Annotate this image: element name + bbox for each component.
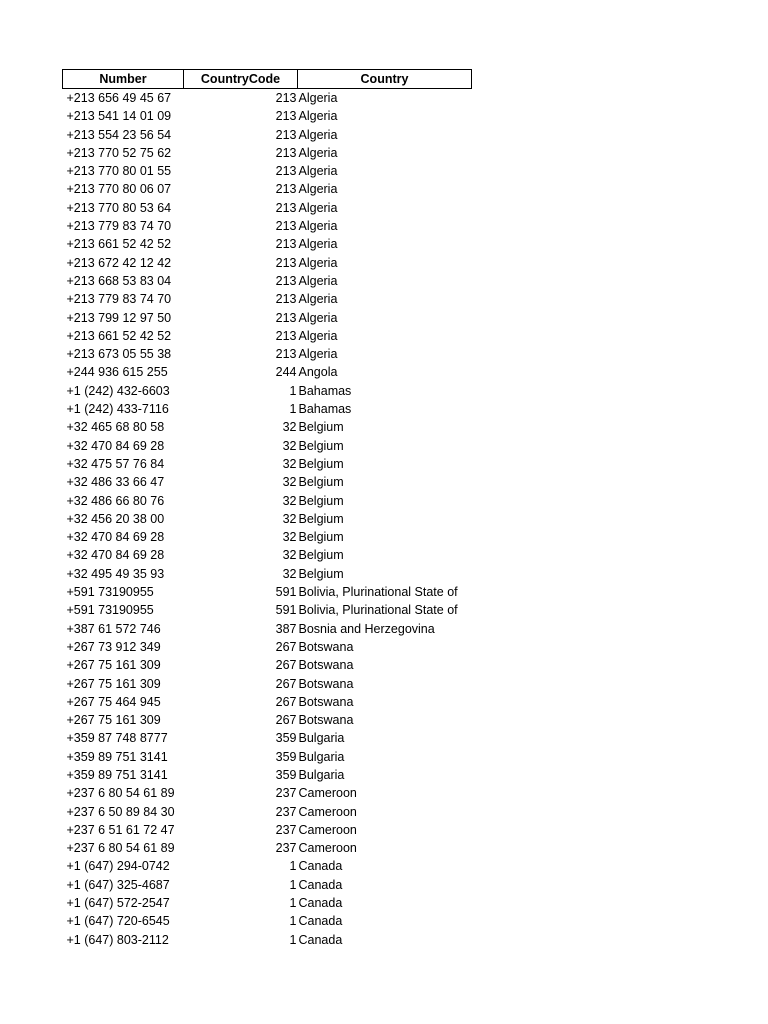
cell-number: +591 73190955: [66, 585, 154, 600]
cell-country: Cameroon: [298, 786, 357, 801]
table-row: [63, 601, 472, 619]
cell-country: Cameroon: [298, 822, 357, 837]
cell-country-code: 1: [289, 914, 297, 929]
cell-number: +1 (647) 325-4687: [66, 877, 170, 892]
cell-country: Algeria: [298, 255, 338, 270]
cell-country-code: 213: [275, 200, 297, 215]
cell-country-code: 213: [275, 328, 297, 343]
table-row: [63, 711, 472, 729]
table-row: [63, 656, 472, 674]
table-row: [63, 126, 472, 144]
cell-country: Belgium: [298, 566, 344, 581]
cell-country: Cameroon: [298, 804, 357, 819]
table-row: [63, 199, 472, 217]
cell-country: Bahamas: [298, 402, 352, 417]
column-header-country: Country: [298, 70, 472, 89]
table-row: [63, 821, 472, 839]
cell-country: Belgium: [298, 420, 344, 435]
cell-country: Canada: [298, 914, 343, 929]
cell-number: +213 779 83 74 70: [66, 292, 172, 307]
cell-country: Botswana: [298, 694, 354, 709]
table-row: [63, 675, 472, 693]
cell-country-code: 267: [275, 713, 297, 728]
table-header: [63, 70, 472, 89]
table-row: [63, 784, 472, 802]
cell-number: +1 (647) 572-2547: [66, 896, 170, 911]
cell-country-code: 32: [282, 530, 297, 545]
cell-number: +213 668 53 83 04: [66, 273, 172, 288]
cell-country-code: 244: [275, 365, 297, 380]
cell-country-code: 213: [275, 91, 297, 105]
cell-country: Botswana: [298, 713, 354, 728]
table-row: [63, 912, 472, 930]
cell-country-code: 591: [275, 585, 297, 600]
column-header-number: Number: [63, 70, 184, 89]
table-row: [63, 309, 472, 327]
cell-country-code: 213: [275, 109, 297, 124]
cell-country: Algeria: [298, 292, 338, 307]
cell-country: Algeria: [298, 127, 338, 142]
cell-number: +237 6 51 61 72 47: [66, 822, 175, 837]
cell-country-code: 213: [275, 255, 297, 270]
cell-country-code: 359: [275, 767, 297, 782]
phone-number-table: [62, 69, 472, 949]
cell-country: Botswana: [298, 676, 354, 691]
cell-country: Belgium: [298, 511, 344, 526]
cell-country: Bulgaria: [298, 731, 345, 746]
table-row: [63, 894, 472, 912]
cell-number: +1 (242) 432-6603: [66, 383, 170, 398]
table-row: [63, 510, 472, 528]
cell-country-code: 267: [275, 694, 297, 709]
cell-number: +213 770 80 53 64: [66, 200, 172, 215]
cell-number: +237 6 80 54 61 89: [66, 786, 175, 801]
table-row: [63, 144, 472, 162]
table-row: [63, 327, 472, 345]
cell-number: +267 75 161 309: [66, 713, 161, 728]
cell-country-code: 213: [275, 292, 297, 307]
cell-country: Algeria: [298, 91, 338, 105]
cell-country-code: 32: [282, 493, 297, 508]
cell-country-code: 1: [289, 859, 297, 874]
table-row: [63, 620, 472, 638]
cell-number: +213 673 05 55 38: [66, 347, 172, 362]
cell-country: Algeria: [298, 182, 338, 197]
table-row: [63, 528, 472, 546]
cell-country-code: 387: [275, 621, 297, 636]
cell-number: +213 770 80 06 07: [66, 182, 172, 197]
cell-number: +213 672 42 12 42: [66, 255, 172, 270]
table-row: [63, 492, 472, 510]
cell-number: +213 770 52 75 62: [66, 145, 172, 160]
table-row: [63, 235, 472, 253]
cell-country-code: 213: [275, 219, 297, 234]
cell-country-code: 1: [289, 402, 297, 417]
cell-country-code: 267: [275, 658, 297, 673]
table-row: [63, 546, 472, 564]
cell-number: +237 6 50 89 84 30: [66, 804, 175, 819]
cell-country-code: 213: [275, 182, 297, 197]
cell-number: +267 75 161 309: [66, 676, 161, 691]
cell-country: Algeria: [298, 273, 338, 288]
table-row: [63, 162, 472, 180]
cell-country: Canada: [298, 859, 343, 874]
cell-number: +32 495 49 35 93: [66, 566, 165, 581]
cell-country-code: 213: [275, 237, 297, 252]
column-header-country-code: CountryCode: [184, 70, 298, 89]
cell-country-code: 32: [282, 456, 297, 471]
cell-country-code: 213: [275, 164, 297, 179]
cell-number: +267 73 912 349: [66, 639, 161, 654]
cell-country-code: 213: [275, 310, 297, 325]
cell-country-code: 32: [282, 566, 297, 581]
cell-number: +359 89 751 3141: [66, 767, 168, 782]
cell-number: +213 799 12 97 50: [66, 310, 172, 325]
cell-number: +387 61 572 746: [66, 621, 161, 636]
table-row: [63, 89, 472, 108]
table-row: [63, 876, 472, 894]
cell-country-code: 237: [275, 841, 297, 856]
cell-country: Algeria: [298, 347, 338, 362]
cell-number: +359 89 751 3141: [66, 749, 168, 764]
table-row: [63, 345, 472, 363]
cell-number: +213 541 14 01 09: [66, 109, 172, 124]
cell-country-code: 591: [275, 603, 297, 618]
spreadsheet: [62, 69, 471, 949]
cell-country: Bulgaria: [298, 749, 345, 764]
table-row: [63, 418, 472, 436]
cell-country-code: 32: [282, 511, 297, 526]
cell-country: Algeria: [298, 200, 338, 215]
cell-country: Bolivia, Plurinational State of: [298, 603, 458, 618]
cell-country: Belgium: [298, 530, 344, 545]
cell-country-code: 267: [275, 676, 297, 691]
cell-country-code: 1: [289, 877, 297, 892]
table-row: [63, 272, 472, 290]
cell-country: Belgium: [298, 493, 344, 508]
cell-number: +32 470 84 69 28: [66, 548, 165, 563]
table-row: [63, 290, 472, 308]
cell-country: Angola: [298, 365, 338, 380]
cell-country-code: 213: [275, 273, 297, 288]
cell-number: +591 73190955: [66, 603, 154, 618]
cell-number: +32 486 33 66 47: [66, 475, 165, 490]
cell-country-code: 32: [282, 475, 297, 490]
table-row: [63, 565, 472, 583]
table-row: [63, 583, 472, 601]
cell-number: +213 661 52 42 52: [66, 237, 172, 252]
cell-country-code: 1: [289, 896, 297, 911]
cell-country: Belgium: [298, 456, 344, 471]
table-row: [63, 857, 472, 875]
cell-country: Canada: [298, 877, 343, 892]
cell-country-code: 213: [275, 145, 297, 160]
cell-country-code: 359: [275, 749, 297, 764]
table-row: [63, 437, 472, 455]
table-row: [63, 803, 472, 821]
table-row: [63, 729, 472, 747]
cell-number: +213 770 80 01 55: [66, 164, 172, 179]
cell-country: Belgium: [298, 475, 344, 490]
cell-country: Cameroon: [298, 841, 357, 856]
cell-country-code: 359: [275, 731, 297, 746]
table-row: [63, 931, 472, 949]
table-row: [63, 217, 472, 235]
table-row: [63, 638, 472, 656]
cell-country: Algeria: [298, 219, 338, 234]
cell-number: +32 475 57 76 84: [66, 456, 165, 471]
cell-number: +1 (647) 720-6545: [66, 914, 170, 929]
cell-country-code: 267: [275, 639, 297, 654]
cell-country: Algeria: [298, 328, 338, 343]
cell-country: Algeria: [298, 109, 338, 124]
cell-country: Algeria: [298, 145, 338, 160]
table-row: [63, 254, 472, 272]
cell-country: Canada: [298, 932, 343, 947]
table-row: [63, 180, 472, 198]
cell-number: +32 486 66 80 76: [66, 493, 165, 508]
cell-number: +213 554 23 56 54: [66, 127, 172, 142]
cell-country-code: 213: [275, 347, 297, 362]
cell-country-code: 1: [289, 383, 297, 398]
cell-country: Bosnia and Herzegovina: [298, 621, 435, 636]
cell-country-code: 237: [275, 786, 297, 801]
cell-number: +1 (647) 803-2112: [66, 932, 169, 947]
header-row: [63, 70, 472, 89]
cell-country-code: 237: [275, 822, 297, 837]
cell-number: +359 87 748 8777: [66, 731, 168, 746]
table-row: [63, 400, 472, 418]
cell-number: +213 661 52 42 52: [66, 328, 172, 343]
cell-number: +237 6 80 54 61 89: [66, 841, 175, 856]
cell-country: Bahamas: [298, 383, 352, 398]
cell-country: Algeria: [298, 164, 338, 179]
table-row: [63, 455, 472, 473]
cell-number: +32 465 68 80 58: [66, 420, 165, 435]
cell-country-code: 237: [275, 804, 297, 819]
cell-country: Belgium: [298, 438, 344, 453]
cell-country-code: 32: [282, 438, 297, 453]
cell-country: Canada: [298, 896, 343, 911]
table-row: [63, 107, 472, 125]
table-row: [63, 473, 472, 491]
cell-number: +32 456 20 38 00: [66, 511, 165, 526]
table-row: [63, 839, 472, 857]
cell-country: Botswana: [298, 639, 354, 654]
table-row: [63, 363, 472, 381]
cell-number: +32 470 84 69 28: [66, 530, 165, 545]
cell-country: Belgium: [298, 548, 344, 563]
cell-number: +267 75 161 309: [66, 658, 161, 673]
cell-country-code: 1: [289, 932, 297, 947]
table-row: [63, 748, 472, 766]
cell-country: Algeria: [298, 310, 338, 325]
cell-country-code: 32: [282, 548, 297, 563]
cell-number: +1 (647) 294-0742: [66, 859, 170, 874]
cell-country-code: 32: [282, 420, 297, 435]
cell-number: +213 779 83 74 70: [66, 219, 172, 234]
cell-country: Botswana: [298, 658, 354, 673]
cell-country: Algeria: [298, 237, 338, 252]
table-row: [63, 382, 472, 400]
table-row: [63, 766, 472, 784]
cell-number: +244 936 615 255: [66, 365, 168, 380]
cell-number: +267 75 464 945: [66, 694, 161, 709]
table-row: [63, 693, 472, 711]
cell-number: +213 656 49 45 67: [66, 91, 172, 105]
cell-country: Bolivia, Plurinational State of: [298, 585, 458, 600]
cell-number: +32 470 84 69 28: [66, 438, 165, 453]
table-body: [63, 89, 472, 949]
cell-country: Bulgaria: [298, 767, 345, 782]
cell-country-code: 213: [275, 127, 297, 142]
cell-number: +1 (242) 433-7116: [66, 402, 169, 417]
